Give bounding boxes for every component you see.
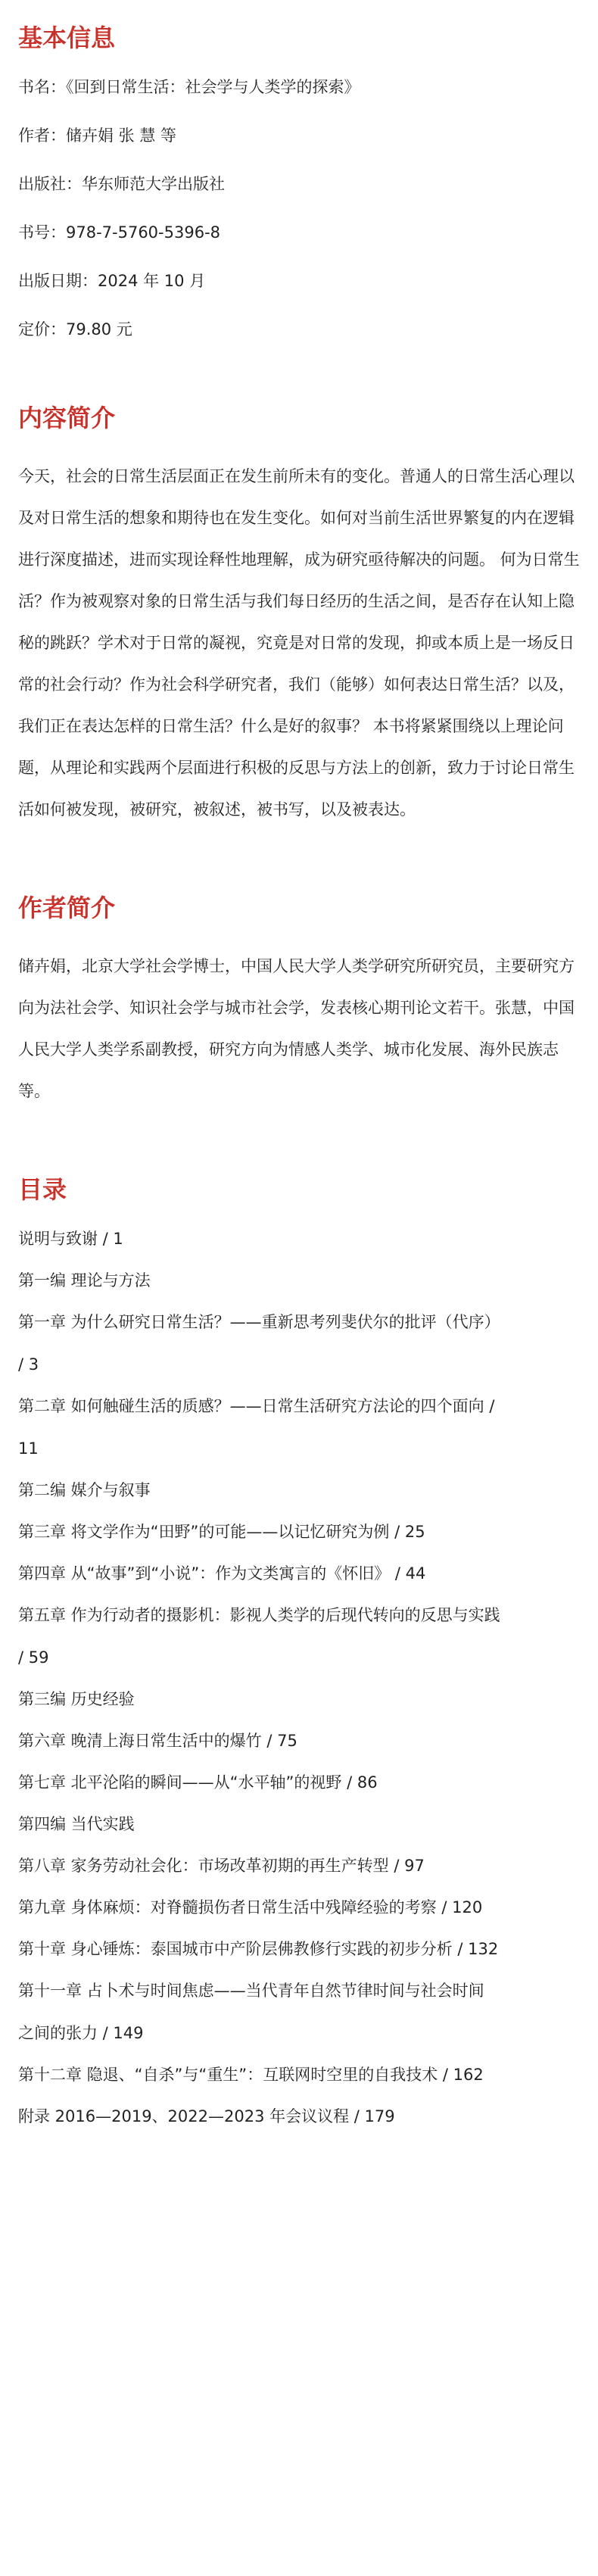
toc-item: 第四章 从“故事”到“小说”：作为文类寓言的《怀旧》 / 44 xyxy=(18,1564,426,1583)
toc-item: 之间的张力 / 149 xyxy=(18,2024,144,2042)
toc-item: 第二编 媒介与叙事 xyxy=(18,1481,151,1499)
toc-item: 第三编 历史经验 xyxy=(18,1690,135,1708)
authors-section xyxy=(18,891,580,1112)
publish-date-line: 出版日期：2024 年 10 月 xyxy=(18,272,206,290)
toc-item: 11 xyxy=(18,1439,39,1458)
toc-item: / 3 xyxy=(18,1355,39,1374)
toc-item: 第二章 如何触碰生活的质感？——日常生活研究方法论的四个面向 / xyxy=(18,1397,495,1415)
toc-item: 说明与致谢 / 1 xyxy=(18,1230,123,1248)
summary-text: 今天，社会的日常生活层面正在发生前所未有的变化。普通人的日常生活心理以及对日常生活的想象和期待也在发生变化。如何对当前生活世界繁复的内在逻辑进行深度描述，进而实现诠释性地理解，成为研究亟待解决的问题。 何为日常生活？作为被观察对象的日常生活与我们每日经历的生活之间，是否存在认知上隐秘的跳跃？学术对于日常的凝视，究竟是对日常的发现，抑或本质上是一场反日常的社会行动？作为社会科学研究者，我们（能够）如何表达日常生活？以及，我们正在表达怎样的日常生活？什么是好的叙事？ 本书将紧紧围绕以上理论问题，从理论和实践两个层面进行积极的反思与方法上的创新，致力于讨论日常生活如何被发现，被研究，被叙述，被书写，以及被表达。 xyxy=(18,467,580,819)
authors-text: 储卉娟，北京大学社会学博士，中国人民大学人类学研究所研究员，主要研究方向为法社会学、知识社会学与城市社会学，发表核心期刊论文若干。张慧，中国人民大学人类学系副教授，研究方向为情感人类学、城市化发展、海外民族志等。 xyxy=(18,957,575,1100)
toc-item: 第四编 当代实践 xyxy=(18,1815,135,1833)
basic-info-heading: 基本信息 xyxy=(18,23,116,52)
toc-list xyxy=(18,1227,580,2128)
toc-section xyxy=(18,1173,580,2128)
price-line: 定价：79.80 元 xyxy=(18,320,132,338)
toc-heading: 目录 xyxy=(18,1175,67,1204)
toc-item: 第六章 晚清上海日常生活中的爆竹 / 75 xyxy=(18,1732,297,1750)
summary-section xyxy=(18,401,580,831)
toc-item: 第七章 北平沦陷的瞬间——从“水平轴”的视野 / 86 xyxy=(18,1773,378,1792)
toc-item: 第一编 理论与方法 xyxy=(18,1271,151,1290)
toc-item: 附录 2016—2019、2022—2023 年会议议程 / 179 xyxy=(18,2107,395,2125)
toc-item: 第十一章 占卜术与时间焦虑——当代青年自然节律时间与社会时间 xyxy=(18,1982,484,2000)
toc-item: 第十章 身心锤炼：泰国城市中产阶层佛教修行实践的初步分析 / 132 xyxy=(18,1940,499,1958)
basic-info-section xyxy=(18,21,580,341)
book-title-line: 书名：《回到日常生活：社会学与人类学的探索》 xyxy=(18,78,360,96)
summary-heading: 内容简介 xyxy=(18,404,116,432)
toc-item: 第一章 为什么研究日常生活？——重新思考列斐伏尔的批评（代序） xyxy=(18,1313,500,1331)
authors-heading: 作者简介 xyxy=(18,893,116,922)
isbn-line: 书号：978-7-5760-5396-8 xyxy=(18,223,221,242)
toc-item: 第十二章 隐退、“自杀”与“重生”：互联网时空里的自我技术 / 162 xyxy=(18,2066,484,2084)
toc-item: 第八章 家务劳动社会化：市场改革初期的再生产转型 / 97 xyxy=(18,1857,425,1875)
publisher-line: 出版社：华东师范大学出版社 xyxy=(18,175,225,193)
toc-item: / 59 xyxy=(18,1648,49,1667)
toc-item: 第三章 将文学作为“田野”的可能——以记忆研究为例 / 25 xyxy=(18,1523,425,1541)
toc-item: 第五章 作为行动者的摄影机：影视人类学的后现代转向的反思与实践 xyxy=(18,1606,500,1624)
author-line: 作者：储卉娟 张 慧 等 xyxy=(18,126,177,145)
toc-item: 第九章 身体麻烦：对脊髓损伤者日常生活中残障经验的考察 / 120 xyxy=(18,1898,483,1916)
